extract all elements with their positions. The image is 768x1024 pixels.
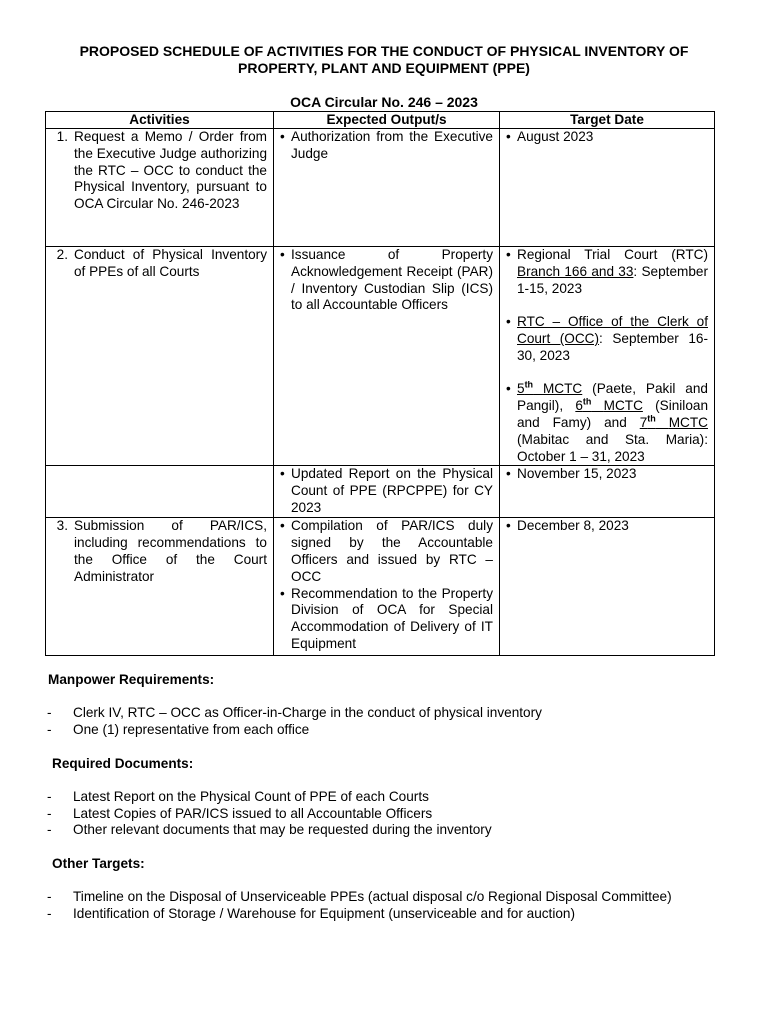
date-cell — [500, 518, 715, 656]
bullet-icon: • — [280, 518, 285, 534]
dash-icon: - — [47, 704, 52, 720]
list-item — [40, 906, 730, 923]
table-row — [46, 518, 715, 656]
dash-icon: - — [47, 822, 52, 838]
date-suffix: : September 16-30, 2023 — [517, 330, 708, 363]
list-item — [40, 722, 730, 739]
list-item — [40, 889, 730, 906]
list-item-text: Latest Copies of PAR/ICS issued to all Accountable Officers — [73, 805, 433, 821]
target-date-text — [517, 381, 708, 465]
activity-text: Conduct of Physical Inventory of PPEs of all Courts — [74, 247, 267, 279]
activity-number: 3. — [56, 518, 68, 534]
list-item-text: Clerk IV, RTC – OCC as Officer-in-Charge in the conduct of physical inventory — [73, 704, 542, 720]
branch-underlined: Branch 166 and 33 — [517, 263, 634, 279]
dash-icon: - — [47, 721, 52, 737]
list-item-text: Timeline on the Disposal of Unserviceable PPEs (actual disposal c/o Regional Disposal Committee) — [73, 888, 672, 904]
activity-cell — [46, 129, 274, 247]
dash-icon: - — [47, 888, 52, 904]
manpower-section — [40, 672, 730, 738]
document-title: PROPOSED SCHEDULE OF ACTIVITIES FOR THE CONDUCT OF PHYSICAL INVENTORY OF PROPERTY, PLANT AND EQUIPMENT (PPE) — [79, 43, 689, 76]
bullet-icon: • — [280, 466, 285, 482]
activity-text: Submission of PAR/ICS, including recommendations to the Office of the Court Administrator — [74, 518, 267, 584]
table-header-row — [46, 112, 715, 129]
list-item-text: Latest Report on the Physical Count of PPE of each Courts — [73, 788, 429, 804]
mctc-7-detail: (Mabitac and Sta. Maria): October 1 – 31, 2023 — [517, 431, 708, 464]
table-row — [46, 247, 715, 466]
mctc-5-label: 5th MCTC — [517, 379, 583, 397]
header-target-date: Target Date — [500, 112, 715, 129]
list-item — [40, 789, 730, 806]
output-text: Updated Report on the Physical Count of PPE (RPCPPE) for CY 2023 — [291, 466, 493, 515]
dash-icon: - — [47, 788, 52, 804]
bullet-icon: • — [506, 314, 511, 330]
section-heading: Required Documents: — [52, 756, 194, 771]
header-activities: Activities — [46, 112, 274, 129]
output-cell — [274, 247, 500, 466]
target-date-text — [517, 247, 708, 297]
list-item — [40, 705, 730, 722]
output-text: Recommendation to the Property Division of OCA for Special Accommodation of Delivery of IT Equipment — [291, 585, 493, 651]
bullet-icon: • — [506, 518, 511, 534]
bullet-icon: • — [506, 247, 511, 262]
mctc-6-detail: (Siniloan and Famy) and — [517, 398, 709, 430]
document-subtitle: OCA Circular No. 246 – 2023 — [290, 94, 478, 110]
date-prefix: Regional Trial Court (RTC) — [517, 247, 708, 262]
schedule-table — [45, 111, 715, 656]
activity-cell — [46, 518, 274, 656]
date-cell — [500, 247, 715, 466]
output-cell — [274, 129, 500, 247]
section-heading: Other Targets: — [52, 856, 145, 871]
target-date-text: November 15, 2023 — [517, 466, 637, 482]
date-cell — [500, 466, 715, 518]
list-item — [40, 806, 730, 823]
table-row — [46, 466, 715, 518]
output-text: Compilation of PAR/ICS duly signed by the Accountable Officers and issued by RTC – OCC — [291, 518, 493, 584]
bullet-icon: • — [280, 585, 285, 601]
table-row — [46, 129, 715, 247]
mctc-6-label: 6th MCTC — [575, 396, 643, 414]
mctc-7-label: 7th MCTC — [639, 413, 708, 430]
bullet-icon: • — [506, 129, 511, 144]
list-item-text: Other relevant documents that may be requested during the inventory — [73, 822, 492, 838]
activity-number: 1. — [56, 129, 68, 144]
list-item — [40, 822, 730, 839]
target-date-text: December 8, 2023 — [517, 518, 629, 534]
occ-underlined: RTC – Office of the Clerk of Court (OCC) — [517, 314, 708, 346]
bullet-icon: • — [280, 129, 285, 144]
date-cell — [500, 129, 715, 247]
target-date-text — [517, 314, 708, 364]
output-text: Authorization from the Executive Judge — [291, 129, 493, 161]
list-item-text: One (1) representative from each office — [73, 721, 310, 737]
list-item-text: Identification of Storage / Warehouse for Equipment (unserviceable and for auction) — [73, 905, 575, 921]
activity-number: 2. — [56, 247, 68, 262]
section-heading: Manpower Requirements: — [48, 672, 215, 687]
output-cell — [274, 466, 500, 518]
activity-cell — [46, 247, 274, 466]
dash-icon: - — [47, 905, 52, 921]
output-text: Issuance of Property Acknowledgement Receipt (PAR) / Inventory Custodian Slip (ICS) to all Accountable Officers — [291, 247, 493, 313]
mctc-5-detail: (Paete, Pakil and Pangil), — [517, 381, 708, 414]
bullet-icon: • — [506, 381, 511, 397]
dash-icon: - — [47, 805, 52, 821]
targets-section — [40, 856, 730, 922]
header-expected-outputs: Expected Output/s — [274, 112, 500, 129]
output-cell — [274, 518, 500, 656]
activity-cell — [46, 466, 274, 518]
bullet-icon: • — [280, 247, 285, 262]
activity-text: Request a Memo / Order from the Executive Judge authorizing the RTC – OCC to conduct the Physical Inventory, pursuant to OCA Circular No. 246-2023 — [74, 129, 267, 212]
documents-section — [40, 756, 730, 839]
date-suffix: : September 1-15, 2023 — [517, 263, 708, 296]
bullet-icon: • — [506, 466, 511, 482]
target-date-text: August 2023 — [517, 129, 594, 144]
